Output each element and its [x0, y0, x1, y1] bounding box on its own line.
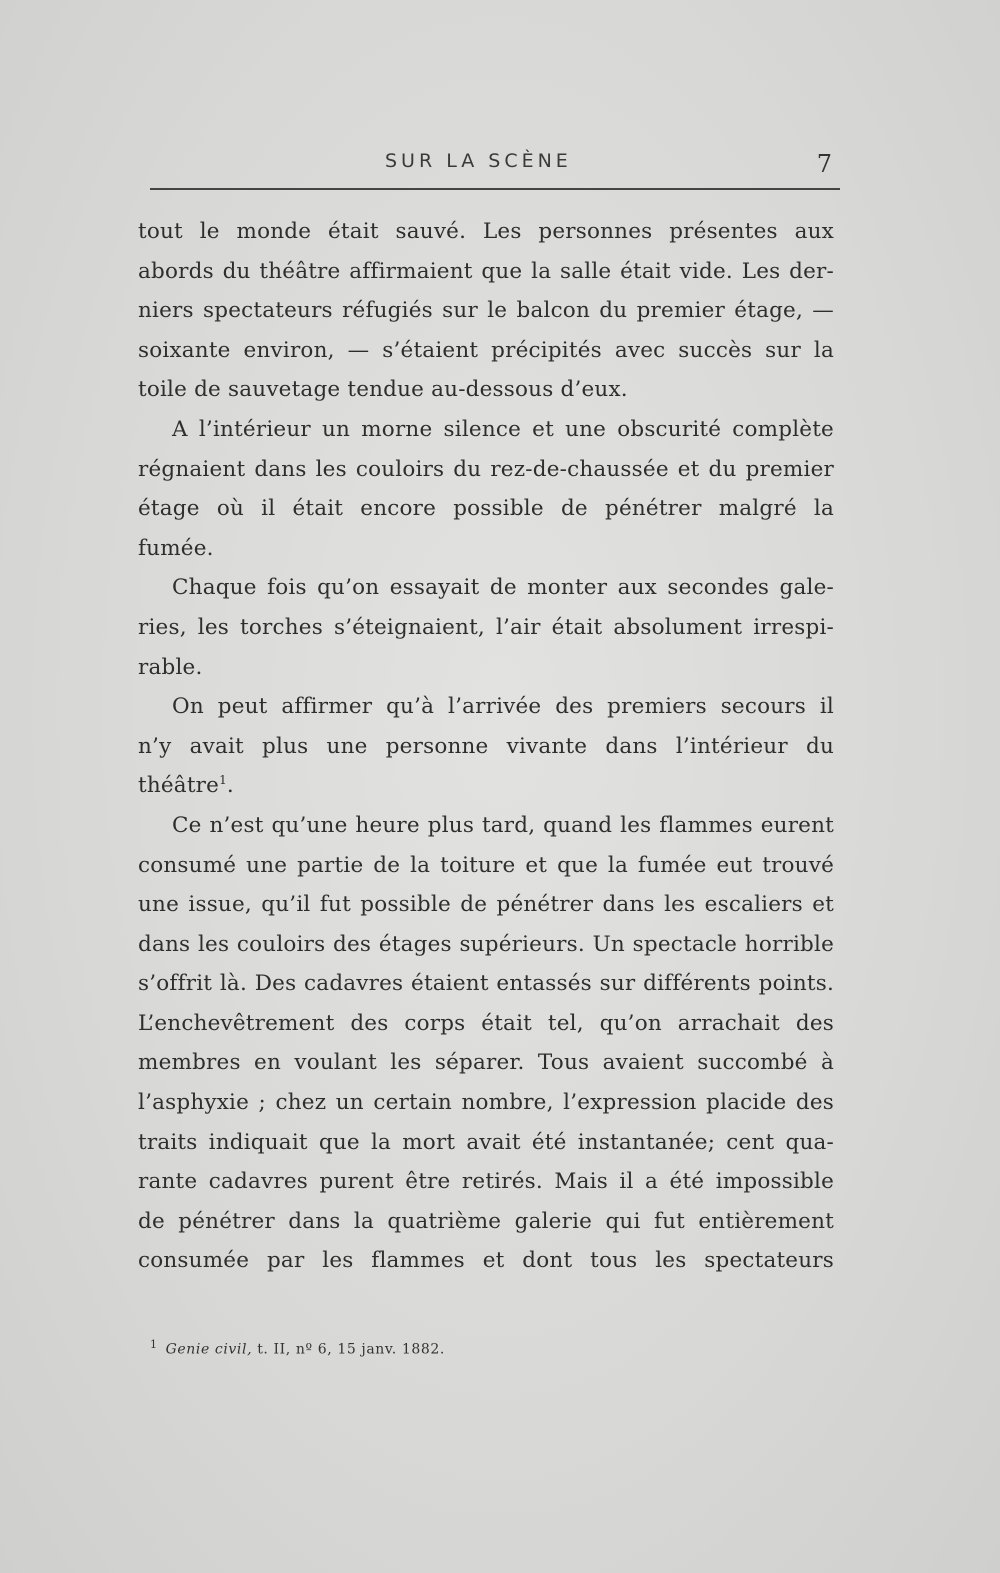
text-line: n’y avait plus une personne vivante dans l’intérieur du: [138, 733, 834, 759]
text-line: s’offrit là. Des cadavres étaient entassés sur différents points.: [138, 971, 834, 997]
text-line: rante cadavres purent être retirés. Mais il a été impossible: [138, 1169, 834, 1195]
header-rule: [150, 188, 840, 190]
footnote-marker: 1: [150, 1338, 158, 1351]
footnote-source: Genie civil,: [165, 1341, 253, 1358]
text-line: A l’intérieur un morne silence et une obscurité complète: [172, 416, 834, 442]
text-line: consumé une partie de la toiture et que la fumée eut trouvé: [138, 852, 834, 878]
footnote-details: t. II, nº 6, 15 janv. 1882.: [257, 1341, 445, 1358]
text-line: Chaque fois qu’on essayait de monter aux secondes gale-: [172, 575, 834, 601]
text-line: étage où il était encore possible de pénétrer malgré la: [138, 496, 834, 522]
text-line: traits indiquait que la mort avait été instantanée; cent qua-: [138, 1129, 834, 1155]
text-line: On peut affirmer qu’à l’arrivée des premiers secours il: [172, 694, 834, 720]
page-number: 7: [816, 150, 832, 178]
text-line: tout le monde était sauvé. Les personnes présentes aux: [138, 219, 834, 244]
footnote-reference: 1: [219, 773, 227, 788]
text-line: rable.: [138, 654, 203, 680]
text-line: consumée par les flammes et dont tous les spectateurs: [138, 1248, 834, 1274]
text-line: Ce n’est qu’une heure plus tard, quand les flammes eurent: [172, 812, 834, 838]
text-line: niers spectateurs réfugiés sur le balcon du premier étage, —: [138, 298, 834, 324]
text-line: régnaient dans les couloirs du rez-de-chaussée et du premier: [138, 456, 834, 482]
footnote: [150, 1338, 445, 1358]
text-line: ries, les torches s’éteignaient, l’air était absolument irrespi-: [138, 614, 834, 640]
text-fragment: .: [226, 773, 234, 799]
text-line: membres en voulant les séparer. Tous avaient succombé à: [138, 1050, 834, 1076]
running-title: SUR LA SCÈNE: [385, 150, 572, 172]
text-line: dans les couloirs des étages supérieurs. Un spectacle horrible: [138, 931, 834, 957]
text-line: abords du théâtre affirmaient que la salle était vide. Les der-: [138, 258, 834, 284]
running-head: [150, 140, 840, 190]
text-line: une issue, qu’il fut possible de pénétrer dans les escaliers et: [138, 892, 834, 918]
text-line-with-footnote: [138, 766, 834, 806]
text-line: de pénétrer dans la quatrième galerie qui fut entièrement: [138, 1208, 834, 1234]
body-text: [138, 212, 834, 1281]
text-fragment: théâtre: [138, 773, 220, 799]
text-line: fumée.: [138, 535, 214, 561]
text-line: toile de sauvetage tendue au-dessous d’eux.: [138, 377, 628, 403]
text-line: soixante environ, — s’étaient précipités avec succès sur la: [138, 337, 834, 363]
text-line: L’enchevêtrement des corps était tel, qu’on arrachait des: [138, 1010, 834, 1036]
text-line: l’asphyxie ; chez un certain nombre, l’expression placide des: [138, 1090, 834, 1116]
